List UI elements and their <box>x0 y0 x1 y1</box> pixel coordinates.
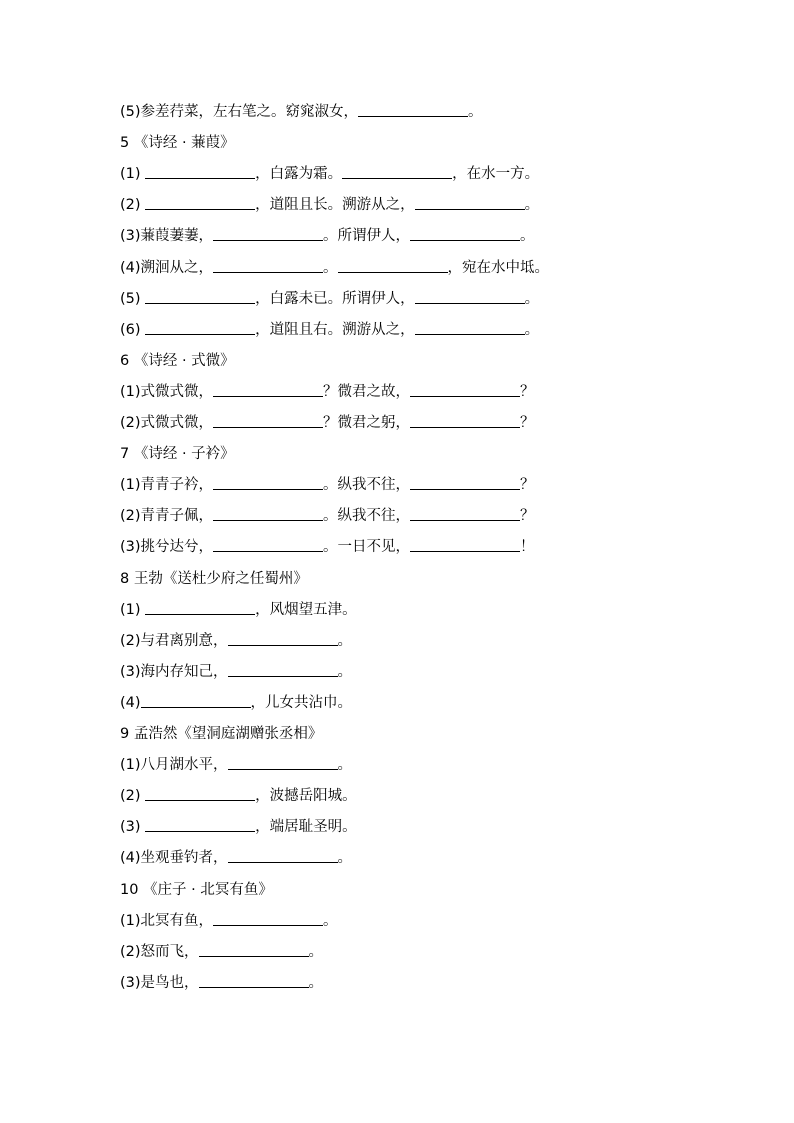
fill-in-blank[interactable] <box>213 473 323 490</box>
exercise-line <box>120 193 539 217</box>
fill-in-blank[interactable] <box>410 224 520 241</box>
fill-in-blank[interactable] <box>358 100 468 117</box>
line-text: 。 <box>308 974 324 991</box>
exercise-line <box>120 846 352 870</box>
fill-in-blank[interactable] <box>228 753 338 770</box>
line-text: (1) <box>120 601 146 618</box>
fill-in-blank[interactable] <box>338 256 448 273</box>
line-text: 。 <box>337 663 353 680</box>
line-text: ，风烟望五津。 <box>255 601 357 618</box>
exercise-line <box>120 224 535 248</box>
section-heading <box>120 349 235 373</box>
line-text: (1)式微式微， <box>120 383 214 400</box>
fill-in-blank[interactable] <box>213 909 323 926</box>
line-text: ，波撼岳阳城。 <box>255 788 357 805</box>
fill-in-blank[interactable] <box>141 691 251 708</box>
exercise-line <box>120 256 549 280</box>
exercise-line <box>120 411 535 435</box>
line-text: ？ <box>520 477 535 494</box>
fill-in-blank[interactable] <box>213 224 323 241</box>
line-text: (3)挑兮达兮， <box>120 539 214 556</box>
exercise-line <box>120 535 535 559</box>
exercise-line <box>120 784 357 808</box>
exercise-line <box>120 971 323 995</box>
line-text: (1) <box>120 166 146 183</box>
exercise-line <box>120 909 338 933</box>
exercise-line <box>120 100 483 124</box>
line-text: 6 《诗经 · 式微》 <box>120 352 235 369</box>
line-text: ，端居耻圣明。 <box>255 819 357 836</box>
fill-in-blank[interactable] <box>213 411 323 428</box>
section-heading <box>120 878 273 902</box>
line-text: (5)参差荇菜，左右笔之。窈窕淑女， <box>120 104 359 120</box>
fill-in-blank[interactable] <box>213 504 323 521</box>
line-text: ，在水一方。 <box>452 166 540 183</box>
fill-in-blank[interactable] <box>145 287 255 304</box>
fill-in-blank[interactable] <box>410 380 520 397</box>
fill-in-blank[interactable] <box>199 940 309 957</box>
line-text: 。 <box>337 850 353 867</box>
fill-in-blank[interactable] <box>213 256 323 273</box>
line-text: (4)坐观垂钓者， <box>120 850 228 867</box>
fill-in-blank[interactable] <box>145 598 255 615</box>
exercise-line <box>120 691 352 715</box>
line-text: 。 <box>520 228 535 245</box>
line-text: 。 <box>337 632 353 649</box>
exercise-line <box>120 660 352 684</box>
fill-in-blank[interactable] <box>213 535 323 552</box>
line-text: 。一日不见， <box>323 539 411 556</box>
line-text: (2) <box>120 197 146 214</box>
section-heading <box>120 131 235 155</box>
line-text: 8 王勃《送杜少府之任蜀州》 <box>120 570 308 587</box>
line-text: (2) <box>120 788 146 805</box>
line-text: ！ <box>520 539 535 556</box>
exercise-line <box>120 629 352 653</box>
line-text: 9 孟浩然《望洞庭湖赠张丞相》 <box>120 726 323 742</box>
line-text: 。 <box>524 197 540 214</box>
line-text: 。纵我不往， <box>323 477 411 494</box>
fill-in-blank[interactable] <box>228 660 338 677</box>
fill-in-blank[interactable] <box>145 193 255 210</box>
line-text: (3)海内存知己， <box>120 663 228 680</box>
fill-in-blank[interactable] <box>199 971 309 988</box>
line-text: ？微君之故， <box>323 383 411 400</box>
line-text: (3) <box>120 819 146 836</box>
exercise-line <box>120 504 535 528</box>
line-text: 。纵我不往， <box>323 508 411 525</box>
exercise-line <box>120 318 539 342</box>
section-heading <box>120 442 235 466</box>
line-text: ，儿女共沾巾。 <box>250 694 353 711</box>
fill-in-blank[interactable] <box>415 193 525 210</box>
fill-in-blank[interactable] <box>415 287 525 304</box>
line-text: 。 <box>323 259 338 276</box>
line-text: (3)蒹葭萋萋， <box>120 228 214 245</box>
fill-in-blank[interactable] <box>213 380 323 397</box>
fill-in-blank[interactable] <box>410 411 520 428</box>
fill-in-blank[interactable] <box>410 535 520 552</box>
exercise-line <box>120 815 357 839</box>
fill-in-blank[interactable] <box>410 473 520 490</box>
line-text: 。 <box>337 757 353 774</box>
line-text: 。 <box>323 912 338 929</box>
line-text: (2)青青子佩， <box>120 508 214 525</box>
fill-in-blank[interactable] <box>228 846 338 863</box>
exercise-line <box>120 287 539 311</box>
line-text: (4) <box>120 694 141 711</box>
line-text: ？微君之躬， <box>323 415 411 431</box>
fill-in-blank[interactable] <box>415 318 525 335</box>
line-text: 5 《诗经 · 蒹葭》 <box>120 135 235 152</box>
line-text: (1)八月湖水平， <box>120 757 228 774</box>
exercise-line <box>120 380 535 404</box>
line-text: (5) <box>120 290 146 307</box>
line-text: (1)青青子衿， <box>120 477 214 494</box>
line-text: ？ <box>520 383 535 400</box>
line-text: ，白露为霜。 <box>255 166 343 183</box>
line-text: 。 <box>308 943 324 960</box>
line-text: 7 《诗经 · 子衿》 <box>120 446 235 463</box>
line-text: (1)北冥有鱼， <box>120 912 214 929</box>
line-text: ？ <box>520 508 535 525</box>
section-heading <box>120 567 308 591</box>
line-text: ，道阻且长。溯游从之， <box>255 197 415 214</box>
line-text: ，宛在水中坻。 <box>447 259 550 276</box>
fill-in-blank[interactable] <box>145 318 255 335</box>
line-text: (3)是鸟也， <box>120 974 199 991</box>
line-text: (2)式微式微， <box>120 415 214 431</box>
exercise-line <box>120 940 323 964</box>
line-text: (6) <box>120 321 146 338</box>
exercise-line <box>120 753 352 777</box>
section-heading <box>120 722 322 746</box>
line-text: (4)溯洄从之， <box>120 259 214 276</box>
exercise-line <box>120 598 357 622</box>
fill-in-blank[interactable] <box>228 629 338 646</box>
line-text: 。 <box>524 321 540 338</box>
fill-in-blank[interactable] <box>145 815 255 832</box>
line-text: ？ <box>520 415 535 431</box>
exercise-line <box>120 162 539 186</box>
line-text: 。所谓伊人， <box>323 228 411 245</box>
line-text: ，道阻且右。溯游从之， <box>255 321 415 338</box>
line-text: (2)怒而飞， <box>120 943 199 960</box>
line-text: 。 <box>524 290 540 307</box>
line-text: ，白露未已。所谓伊人， <box>255 290 415 307</box>
line-text: (2)与君离别意， <box>120 632 228 649</box>
fill-in-blank[interactable] <box>342 162 452 179</box>
fill-in-blank[interactable] <box>410 504 520 521</box>
exercise-line <box>120 473 535 497</box>
line-text: 10 《庄子 · 北冥有鱼》 <box>120 881 273 898</box>
fill-in-blank[interactable] <box>145 162 255 179</box>
fill-in-blank[interactable] <box>145 784 255 801</box>
line-text: 。 <box>468 104 483 120</box>
